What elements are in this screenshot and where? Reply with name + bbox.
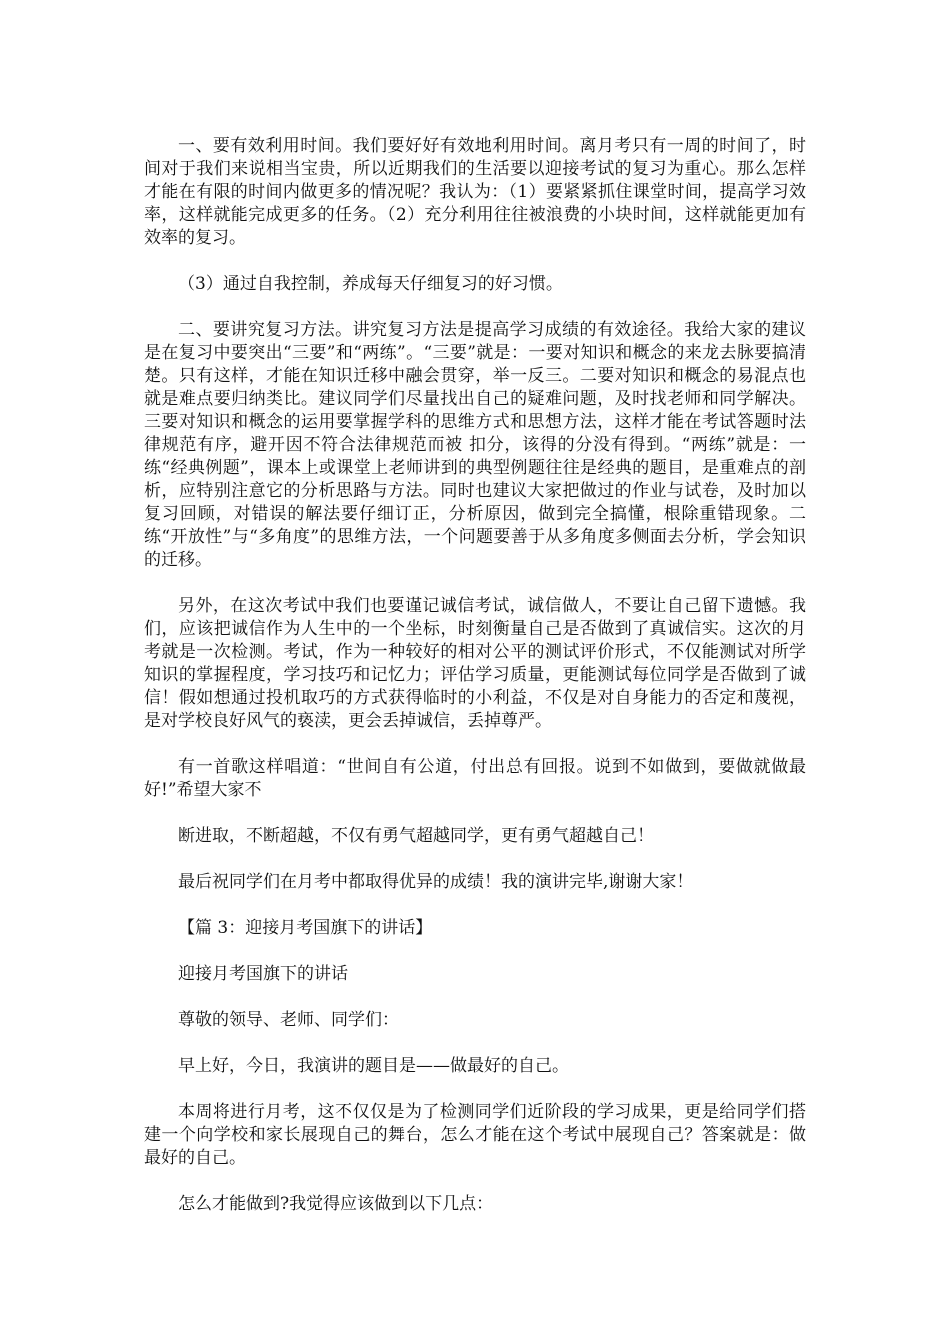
paragraph-integrity: 另外，在这次考试中我们也要谨记诚信考试，诚信做人，不要让自己留下遗憾。我们，应该把诚信作为人生中的一个坐标，时刻衡量自己是否做到了真诚信实。这次的月考就是一次检测。考试，作为一种较好的相对公平的测试评价形式，不仅能测试对所学知识的掌握程度，学习技巧和记忆力；评估学习质量，更能测试每位同学是否做到了诚信！假如想通过投机取巧的方式获得临时的小利益，不仅是对自身能力的否定和蔑视，是对学校良好风气的亵渎，更会丢掉诚信，丢掉尊严。: [144, 596, 806, 731]
speech-greeting: 早上好，今日，我演讲的题目是——做最好的自己。: [178, 1056, 569, 1076]
document-body: [144, 135, 806, 1239]
paragraph-review-method: 二、要讲究复习方法。讲究复习方法是提高学习成绩的有效途径。我给大家的建议是在复习中要突出“三要”和“两练”。“三要”就是：一要对知识和概念的来龙去脉要搞清楚。只有这样，才能在知识迁移中融会贯穿，举一反三。二要对知识和概念的易混点也就是难点要归纳类比。建议同学们尽量找出自己的疑难问题，及时找老师和同学解决。三要对知识和概念的运用要掌握学科的思维方式和思想方法，这样才能在考试答题时法律规范有序，避开因不符合法律规范而被 扣分，该得的分没有得到。“两练”就是：一练“经典例题”，课本上或课堂上老师讲到的典型例题往往是经典的题目，是重难点的剖析，应特别注意它的分析思路与方法。同时也建议大家把做过的作业与试卷，及时加以复习回顾，对错误的解法要仔细订正，分析原因，做到完全搞懂，根除重错现象。二练“开放性”与“多角度”的思维方法，一个问题要善于从多角度多侧面去分析，学会知识的迁移。: [144, 320, 806, 570]
paragraph-how-to: 怎么才能做到?我觉得应该做到以下几点：: [178, 1194, 494, 1214]
speech-salutation: 尊敬的领导、老师、同学们：: [178, 1010, 399, 1030]
paragraph-self-control: （3）通过自我控制，养成每天仔细复习的好习惯。: [178, 274, 563, 294]
paragraph-monthly-exam: 本周将进行月考，这不仅仅是为了检测同学们近阶段的学习成果，更是给同学们搭建一个向学校和家长展现自己的舞台，怎么才能在这个考试中展现自己？答案就是：做最好的自己。: [144, 1102, 806, 1168]
paragraph-use-time: 一、要有效利用时间。我们要好好有效地利用时间。离月考只有一周的时间了，时间对于我们来说相当宝贵，所以近期我们的生活要以迎接考试的复习为重心。那么怎样才能在有限的时间内做更多的情况呢？我认为：（1）要紧紧抓住课堂时间，提高学习效率，这样就能完成更多的任务。（2）充分利用往往被浪费的小块时间，这样就能更加有效率的复习。: [144, 136, 806, 248]
paragraph-keep-progressing: 断进取，不断超越，不仅有勇气超越同学，更有勇气超越自己！: [178, 826, 654, 846]
speech-title: 迎接月考国旗下的讲话: [178, 964, 348, 984]
paragraph-closing-wish: 最后祝同学们在月考中都取得优异的成绩！我的演讲完毕,谢谢大家！: [178, 872, 694, 892]
section-heading: 【篇 3：迎接月考国旗下的讲话】: [178, 918, 433, 938]
paragraph-song-quote: 有一首歌这样唱道：“世间自有公道，付出总有回报。说到不如做到，要做就做最好!”希望大家不: [144, 757, 806, 800]
